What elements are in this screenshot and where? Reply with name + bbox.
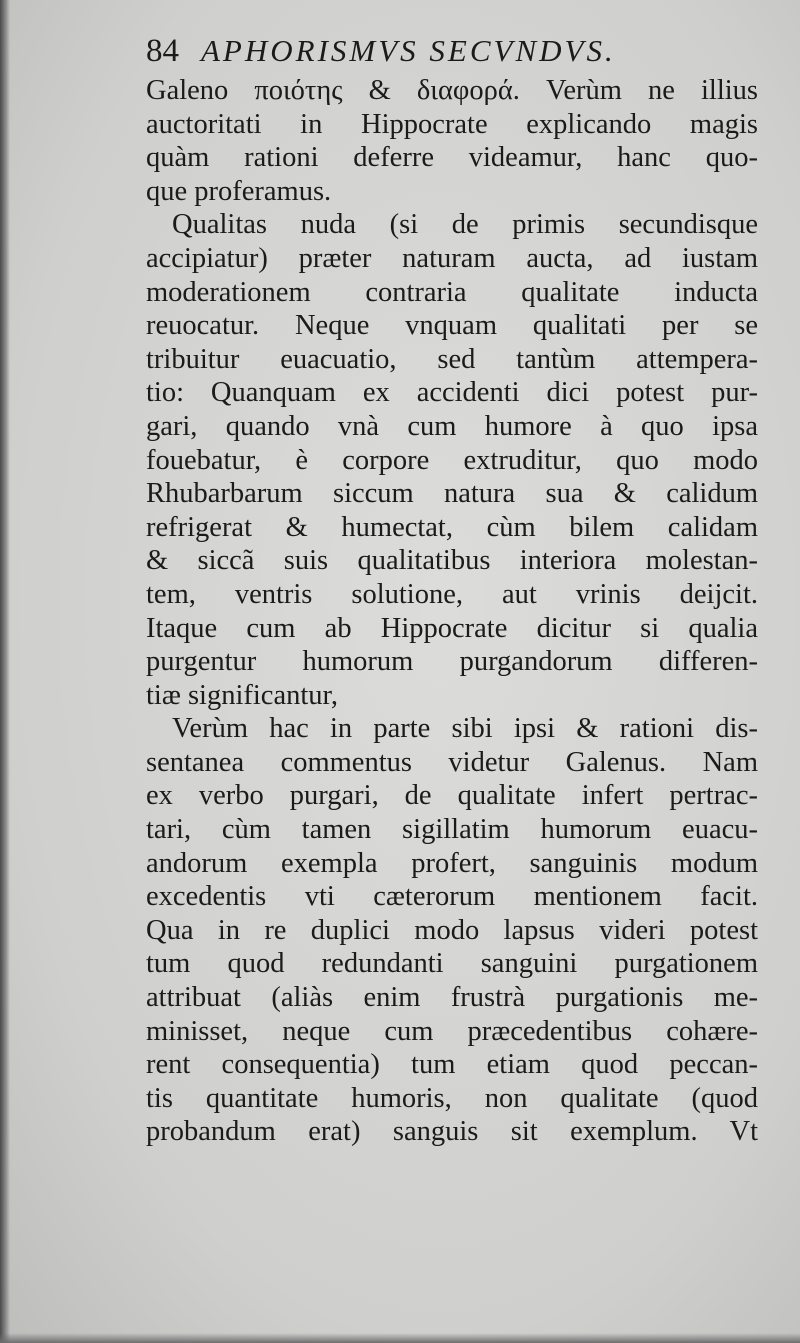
text-line: minisset, neque cum præcedentibus cohære- [146, 1015, 758, 1047]
text-line: auctoritati in Hippocrate explicando magis [146, 108, 758, 140]
spine-shadow [0, 0, 10, 1343]
running-head: APHORISMVS SECVNDVS. [201, 33, 616, 68]
text-line: que proferamus. [146, 175, 332, 207]
text-line: tari, cùm tamen sigillatim humorum euacu- [146, 814, 758, 846]
text-line: accipiatur) præter naturam aucta, ad iustam [146, 242, 758, 274]
text-line: gari, quando vnà cum humore à quo ipsa [146, 410, 758, 442]
text-line: tum quod redundanti sanguini purgationem [146, 948, 758, 980]
text-line: tiæ significantur, [146, 679, 338, 711]
text-line: Galeno ποιότης & διαφορά. Verùm ne illius [146, 75, 758, 106]
text-line: fouebatur, è corpore extruditur, quo modo [146, 444, 758, 476]
page-bottom-edge [0, 1333, 800, 1343]
text-line: sentanea commentus videtur Galenus. Nam [146, 746, 758, 778]
text-line: excedentis vti cæterorum mentionem facit. [146, 881, 758, 913]
text-line: Verùm hac in parte sibi ipsi & rationi dis- [172, 713, 758, 745]
text-line: moderationem contraria qualitate inducta [146, 276, 758, 308]
text-line: Qualitas nuda (si de primis secundisque [172, 209, 758, 241]
text-line: tribuitur euacuatio, sed tantùm attempera- [146, 343, 758, 375]
text-line: andorum exempla profert, sanguinis modum [146, 847, 758, 879]
text-line: refrigerat & humectat, cùm bilem calidam [146, 511, 758, 543]
text-line: purgentur humorum purgandorum differen- [146, 646, 758, 678]
text-line: quàm rationi deferre videamur, hanc quo- [146, 142, 758, 174]
text-line: Itaque cum ab Hippocrate dicitur si qualia [146, 612, 758, 644]
text-line: tio: Quanquam ex accidenti dici potest pur- [146, 377, 758, 409]
page-number: 84 [146, 33, 179, 69]
text-line: rent consequentia) tum etiam quod peccan- [146, 1049, 758, 1081]
text-line: tis quantitate humoris, non qualitate (quod [146, 1082, 758, 1114]
text-line: tem, ventris solutione, aut vrinis deijcit. [146, 578, 758, 610]
text-line: attribuat (aliàs enim frustrà purgationis me- [146, 982, 758, 1014]
text-line: Rhubarbarum siccum natura sua & calidum [146, 478, 758, 510]
text-line: & siccã suis qualitatibus interiora molestan- [146, 545, 758, 577]
text-line: ex verbo purgari, de qualitate infert pertrac- [146, 780, 758, 812]
text-line: Qua in re duplici modo lapsus videri potest [146, 914, 758, 946]
text-line: reuocatur. Neque vnquam qualitati per se [146, 310, 758, 342]
text-line: probandum erat) sanguis sit exemplum. Vt [146, 1116, 758, 1148]
body-text [146, 74, 758, 1149]
